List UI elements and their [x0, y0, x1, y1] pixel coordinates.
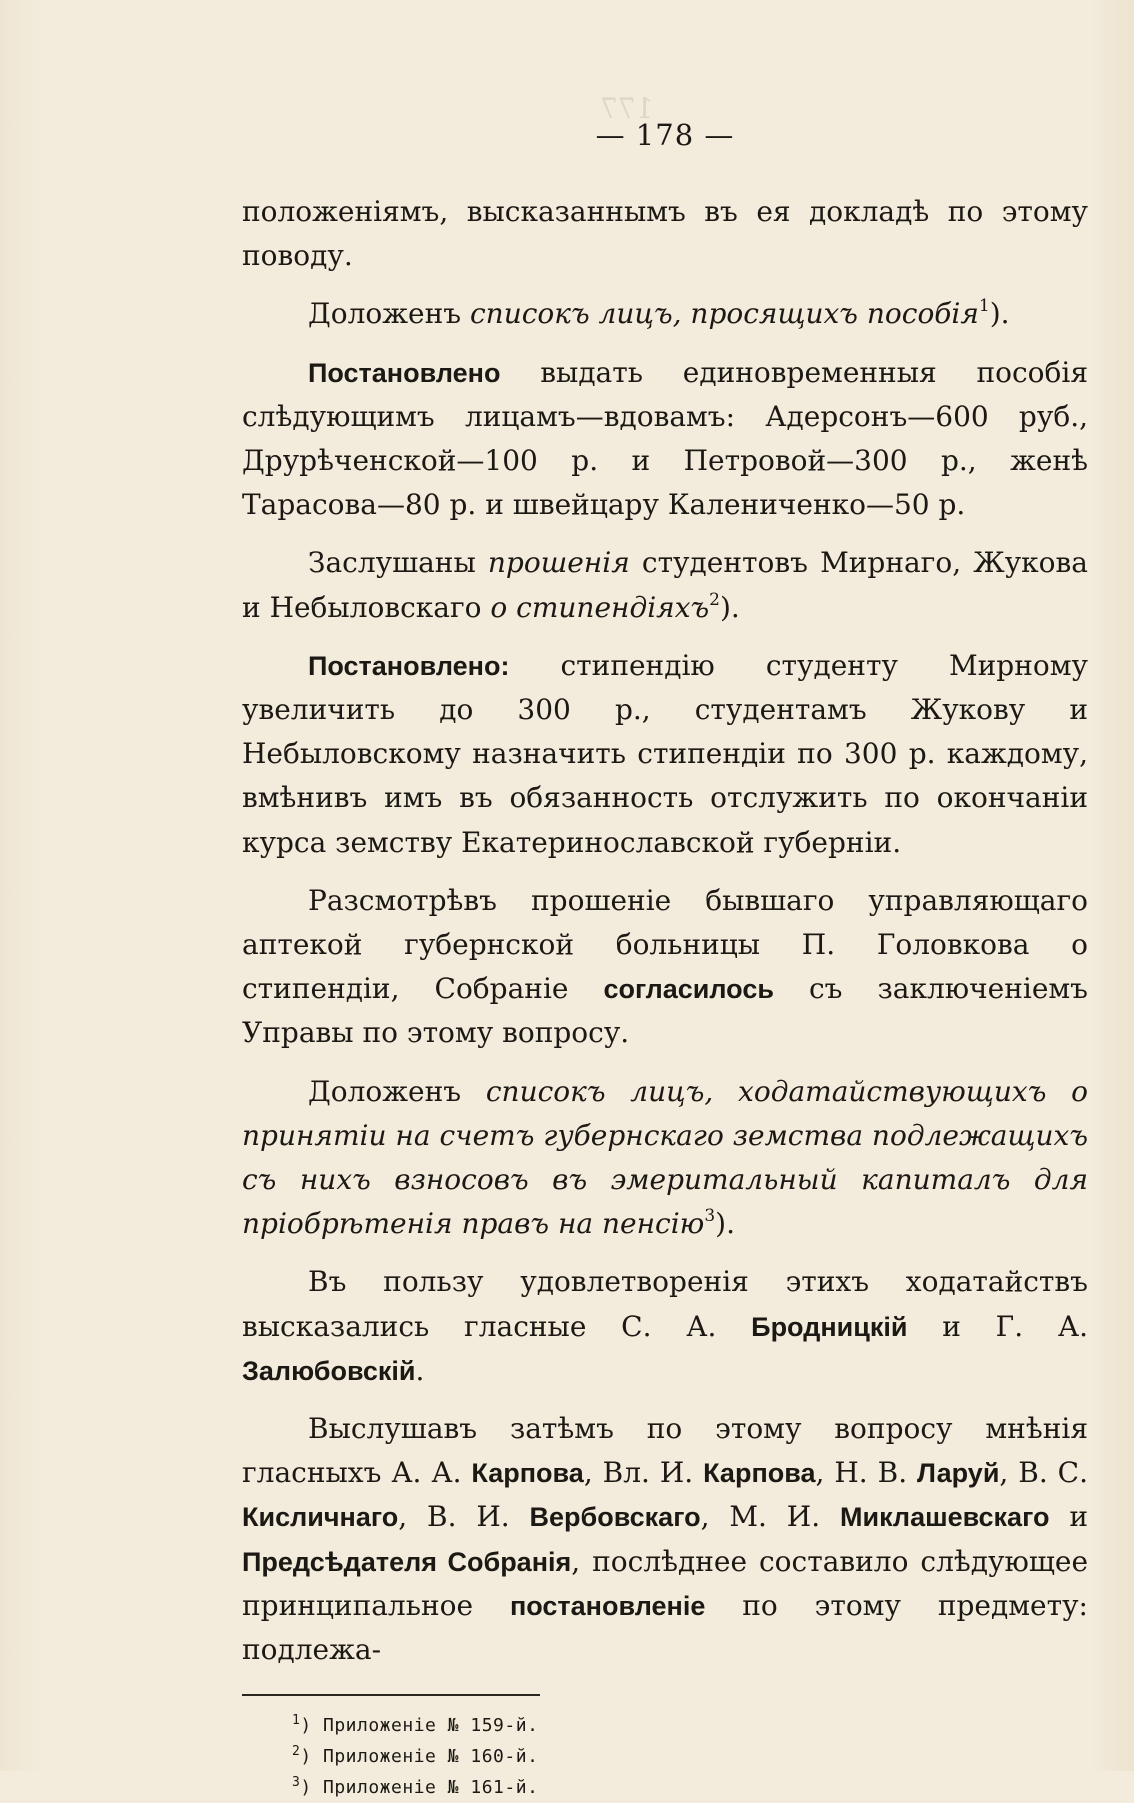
text-run: по этому предмету: подлежа- [242, 1588, 1088, 1667]
text-run: , В. С. [999, 1456, 1089, 1490]
text-run: Доложенъ [308, 1074, 486, 1108]
paragraph [242, 1260, 1088, 1393]
spaced-text: Карпова [703, 1458, 816, 1489]
text-run: , М. И. [700, 1500, 840, 1534]
text-run: стипендію студенту Мирному увеличить до 300 р., студентамъ Жукову и Небыловскому назначить стипендіи по 300 р. каждому, вмѣнивъ имъ въ обязанность отслужить по окончаніи курса земству Екатеринославской губерніи. [242, 648, 1088, 859]
spaced-text: Залюбовскій [242, 1355, 416, 1386]
text-run: и [1049, 1500, 1088, 1534]
spaced-text: Бродницкій [751, 1311, 908, 1342]
italic-text: списокъ лицъ, ходатайствующихъ о принятіи на счетъ губернскаго земства подлежащихъ съ нихъ взносовъ въ эмеритальный капиталъ для пріобрѣтенія правъ на пенсію [242, 1074, 1088, 1241]
text-run: , В. И. [398, 1500, 530, 1534]
footnote-ref: 3 [704, 1206, 716, 1227]
text-run: съ заключеніемъ Управы по этому вопросу. [242, 972, 1088, 1050]
italic-text: прошенія [487, 546, 630, 580]
text-run: ). [989, 297, 1010, 331]
text-run: , послѣднее составило слѣдующее принципальное [242, 1544, 1089, 1622]
paragraph [242, 190, 1088, 278]
footnotes [242, 1710, 1134, 1803]
spaced-text: Постановлено [308, 357, 501, 388]
text-run: , Н. В. [815, 1456, 918, 1490]
footnote-mark: 1 [292, 1713, 301, 1729]
footnote-text: ) Приложеніе № 160-й. [300, 1746, 539, 1768]
italic-text: списокъ лицъ, просящихъ пособія [469, 297, 979, 331]
page-number: — 178 — [595, 118, 735, 152]
spaced-text: Кисличнаго [242, 1502, 399, 1533]
text-run: Выслушавъ затѣмъ по этому вопросу мнѣнія гласныхъ А. А. [242, 1412, 1088, 1490]
footnote-ref: 2 [709, 589, 720, 610]
text-run: выдать единовременныя пособія слѣдующимъ лицамъ—вдовамъ: Адерсонъ—600 руб., Друрѣченской—100 р. и Петровой—300 р., женѣ Тарасова—80 р. и швейцару Калениченко—50 р. [242, 355, 1088, 522]
spaced-text: Вербовскаго [529, 1502, 701, 1533]
text-run: положеніямъ, высказаннымъ въ ея докладѣ по этому поводу. [242, 195, 1088, 273]
text-run: Разсмотрѣвъ прошеніе бывшаго управляющаго аптекой губернской больницы П. Головкова о стипендіи, Собраніе [242, 883, 1088, 1006]
text-run: , Вл. И. [583, 1456, 704, 1490]
footnote-rule [242, 1694, 540, 1696]
document-body [242, 190, 1088, 1672]
footnote-ref: 1 [978, 296, 990, 317]
bleed-through-text: 177 [600, 92, 654, 125]
spaced-text: согласилось [603, 974, 774, 1005]
spaced-text: Миклашевскаго [839, 1502, 1050, 1533]
italic-text: о стипендіяхъ [490, 590, 710, 624]
footnote-mark: 2 [292, 1744, 301, 1760]
footnote-text: ) Приложеніе № 159-й. [300, 1715, 539, 1737]
text-run: Доложенъ [308, 297, 470, 331]
text-run: ). [715, 1207, 735, 1241]
paragraph [242, 541, 1088, 629]
footnote [292, 1710, 1134, 1741]
paragraph [242, 644, 1088, 865]
paragraph [242, 1070, 1088, 1247]
text-run: Въ пользу удовлетворенія этихъ ходатайствъ высказались гласные С. А. [242, 1265, 1088, 1343]
paragraph [242, 351, 1088, 528]
text-run: ). [720, 590, 740, 624]
footnote [292, 1772, 1134, 1803]
spaced-text: Карпова [471, 1458, 584, 1489]
footnote-mark: 3 [292, 1775, 301, 1791]
paragraph [242, 292, 1088, 336]
text-run: и Г. А. [907, 1309, 1088, 1343]
spaced-text: Ларуй [917, 1458, 1000, 1489]
text-run: студентовъ Мирнаго, Жукова и Небыловскаго [242, 546, 1088, 624]
spaced-text: постановленіе [509, 1590, 706, 1621]
footnote [292, 1741, 1134, 1772]
paragraph [242, 879, 1088, 1056]
text-run: . [415, 1353, 425, 1387]
paragraph [242, 1407, 1088, 1672]
spaced-text: Постановлено: [308, 650, 510, 681]
spaced-text: Предсѣдателя Собранія [242, 1546, 572, 1577]
text-run: Заслушаны [308, 546, 488, 580]
footnote-text: ) Приложеніе № 161-й. [300, 1777, 539, 1799]
